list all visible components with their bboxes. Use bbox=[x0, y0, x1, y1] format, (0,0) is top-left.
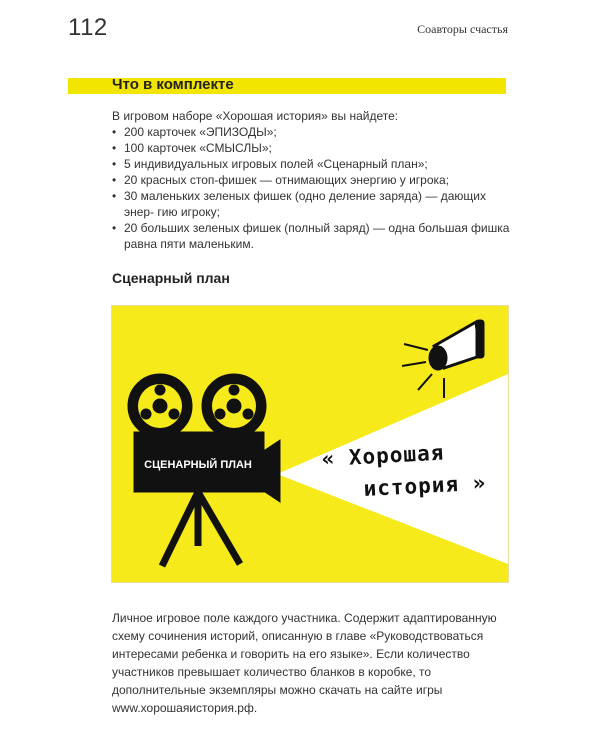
page-number: 112 bbox=[68, 14, 108, 41]
subsection-title: Сценарный план bbox=[112, 270, 230, 286]
illustration-canvas bbox=[112, 306, 508, 582]
list-item: • 30 маленьких зеленых фишек (одно деление заряда) — дающих энер- гию игроку; bbox=[112, 188, 512, 220]
game-title-line1: « Хорошая bbox=[321, 440, 445, 471]
game-title-line2: история » bbox=[363, 470, 487, 501]
section-title: Что в комплекте bbox=[112, 76, 234, 93]
scenario-plan-illustration bbox=[112, 306, 508, 582]
running-head: Соавторы счастья bbox=[417, 22, 508, 36]
list-item: • 20 красных стоп-фишек — отнимающих энергию у игрока; bbox=[112, 172, 512, 188]
list-item: • 200 карточек «ЭПИЗОДЫ»; bbox=[112, 124, 512, 140]
list-item: • 100 карточек «СМЫСЛЫ»; bbox=[112, 140, 512, 156]
megaphone-icon bbox=[402, 320, 484, 398]
body-paragraph: Личное игровое поле каждого участника. Содержит адаптированную схему сочинения историй, описанную в главе «Руководствоваться интересами ребенка и говорить на его языке». Если количество участников превышает количество бланков в коробке, то дополнительные экземпляры можно скачать на сайте игры www.хорошаяистория.рф. bbox=[112, 611, 497, 715]
projector-label: СЦЕНАРНЫЙ ПЛАН bbox=[144, 459, 252, 471]
list-item: • 5 индивидуальных игровых полей «Сценарный план»; bbox=[112, 156, 512, 172]
light-beam bbox=[277, 374, 508, 564]
section-intro: В игровом наборе «Хорошая история» вы найдете: bbox=[112, 109, 399, 123]
kit-list bbox=[112, 124, 512, 252]
list-item: • 20 больших зеленых фишек (полный заряд) — одна большая фишка равна пяти маленьким. bbox=[112, 220, 512, 252]
